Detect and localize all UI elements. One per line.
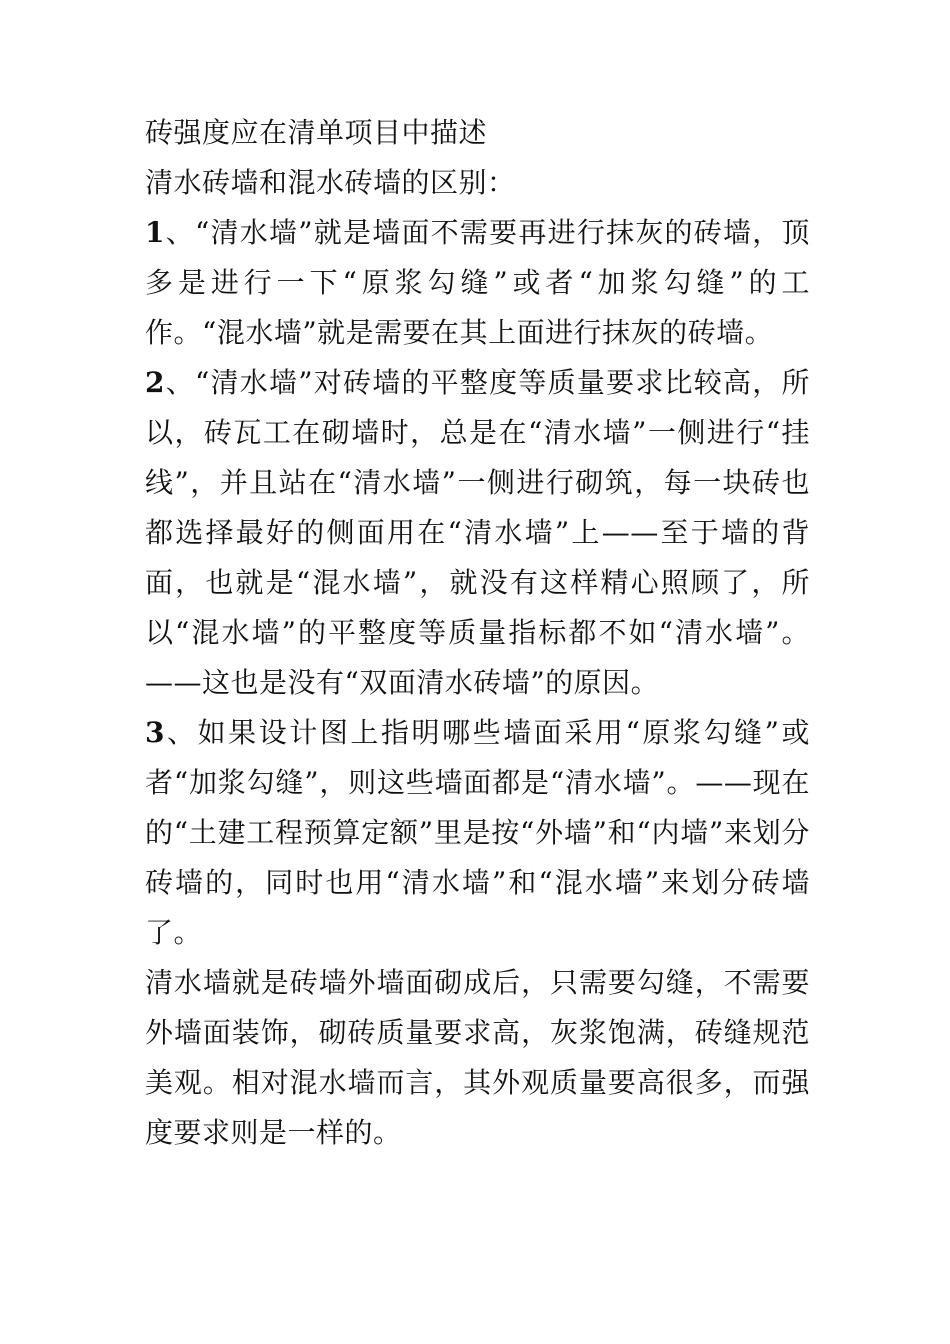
paragraph-text: 砖强度应在清单项目中描述 xyxy=(145,116,488,149)
paragraph-point-2 xyxy=(145,358,810,708)
paragraph-summary xyxy=(145,958,810,1158)
paragraph-point-3 xyxy=(145,708,810,958)
paragraph-point-1 xyxy=(145,208,810,358)
paragraph-brick-strength-note xyxy=(145,108,810,158)
paragraph-difference-heading xyxy=(145,158,810,208)
point-number: 1 xyxy=(145,216,165,249)
point-number: 2 xyxy=(145,366,165,399)
paragraph-text: 、“清水墙”就是墙面不需要再进行抹灰的砖墙，顶多是进行一下“原浆勾缝”或者“加浆勾缝”的工作。“混水墙”就是需要在其上面进行抹灰的砖墙。 xyxy=(145,216,810,349)
paragraph-text: 清水砖墙和混水砖墙的区别： xyxy=(145,166,516,199)
document-body xyxy=(145,108,810,1158)
paragraph-text: 、如果设计图上指明哪些墙面采用“原浆勾缝”或者“加浆勾缝”，则这些墙面都是“清水墙”。——现在的“土建工程预算定额”里是按“外墙”和“内墙”来划分砖墙的，同时也用“清水墙”和“混水墙”来划分砖墙了。 xyxy=(145,716,810,949)
point-number: 3 xyxy=(145,716,165,749)
paragraph-text: 清水墙就是砖墙外墙面砌成后，只需要勾缝，不需要外墙面装饰，砌砖质量要求高，灰浆饱满，砖缝规范美观。相对混水墙而言，其外观质量要高很多，而强度要求则是一样的。 xyxy=(145,966,810,1149)
paragraph-text: 、“清水墙”对砖墙的平整度等质量要求比较高，所以，砖瓦工在砌墙时，总是在“清水墙”一侧进行“挂线”，并且站在“清水墙”一侧进行砌筑，每一块砖也都选择最好的侧面用在“清水墙”上——至于墙的背面，也就是“混水墙”，就没有这样精心照顾了，所以“混水墙”的平整度等质量指标都不如“清水墙”。——这也是没有“双面清水砖墙”的原因。 xyxy=(145,366,810,699)
